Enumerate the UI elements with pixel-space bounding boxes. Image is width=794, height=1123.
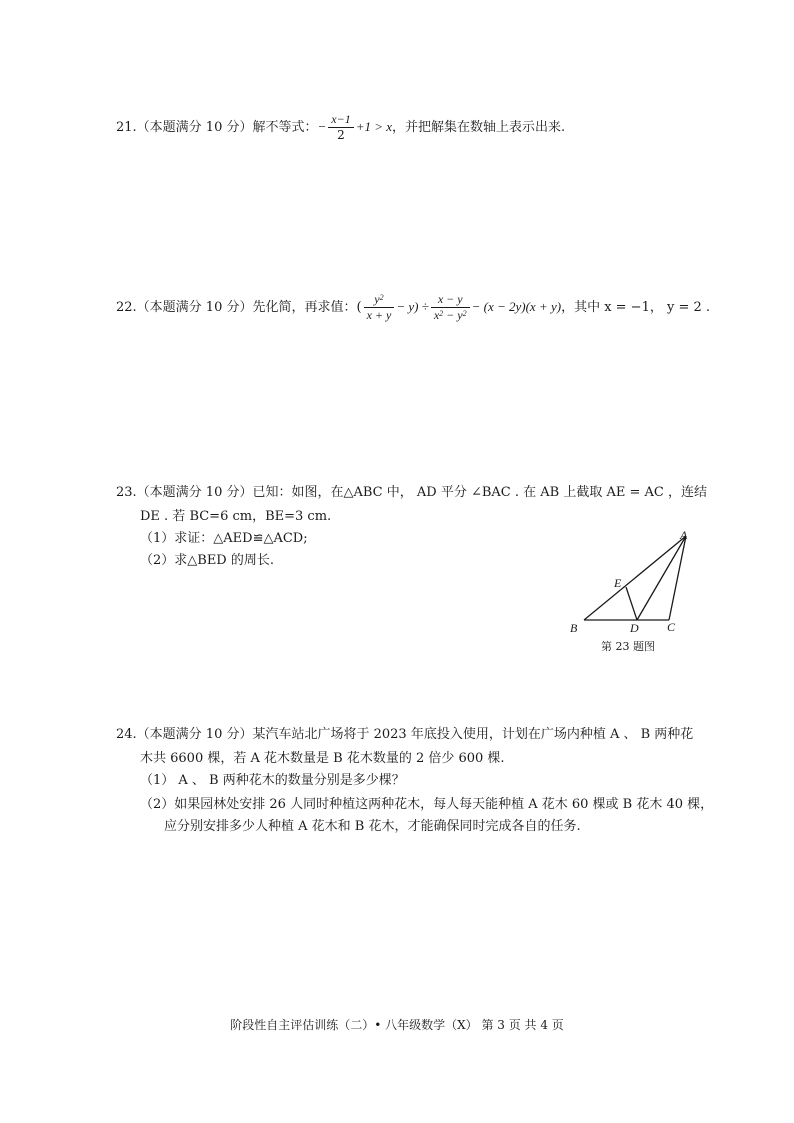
q22-f2-denominator — [431, 308, 470, 323]
q22-fraction-1 — [364, 292, 395, 323]
q22-f2-den-a: x — [433, 308, 440, 322]
question-23-line-2: DE . 若 BC=6 cm，BE=3 cm. — [140, 509, 332, 524]
q22-tail: ，其中 x = −1， y = 2 . — [561, 300, 711, 315]
q22-f1-denominator: x + y — [366, 308, 392, 322]
q22-label: 22.（本题满分 10 分）先化简，再求值： — [116, 300, 357, 315]
q21-fraction — [328, 112, 353, 143]
q21-minus: − — [317, 119, 327, 134]
segment-AB — [584, 536, 686, 620]
question-23-part-1: （1）求证：△AED≌△ACD; — [140, 531, 308, 546]
question-24-part-1: （1） A 、 B 两种花木的数量分别是多少棵？ — [140, 773, 405, 788]
point-B-label: B — [570, 621, 578, 635]
q22-f2-den-b: − y — [443, 308, 463, 322]
q21-rest: +1 > x — [355, 119, 393, 134]
question-21 — [116, 112, 565, 143]
q22-f2-numerator: x − y — [431, 292, 470, 308]
page-footer: 阶段性自主评估训练（二）• 八年级数学（X） 第 3 页 共 4 页 — [230, 1018, 564, 1032]
figure-caption: 第 23 题图 — [601, 640, 655, 653]
question-24-line-2: 木共 6600 棵，若 A 花木数量是 B 花木数量的 2 倍少 600 棵. — [140, 751, 505, 766]
q21-numerator: x−1 — [328, 112, 353, 128]
q22-mid-2: − (x − 2y)(x + y) — [471, 299, 562, 314]
q22-f1-numerator — [364, 292, 395, 308]
q22-f1-num-base: y — [374, 292, 380, 306]
q22-mid-1: − y) ÷ — [396, 299, 429, 314]
q22-fraction-2 — [431, 292, 470, 323]
q22-f1-num-exp: 2 — [379, 293, 384, 302]
question-24-line-1: 24.（本题满分 10 分）某汽车站北广场将于 2023 年底投入使用，计划在广场内种植 A 、 B 两种花 — [116, 727, 694, 742]
triangle-figure — [566, 528, 696, 658]
point-D-label: D — [630, 621, 639, 635]
segment-ED — [626, 587, 637, 620]
q21-denominator: 2 — [337, 128, 345, 142]
q22-f2-den-exp1: 2 — [439, 309, 444, 318]
point-C-label: C — [667, 620, 676, 634]
q21-label: 21.（本题满分 10 分）解不等式： — [116, 120, 318, 135]
question-23-line-1: 23.（本题满分 10 分）已知：如图，在△ABC 中， AD 平分 ∠BAC . 在 AB 上截取 AE = AC ，连结 — [116, 485, 707, 500]
q22-open-paren: ( — [356, 300, 362, 315]
question-23-part-2: （2）求△BED 的周长. — [140, 553, 274, 568]
q22-f2-den-exp2: 2 — [462, 309, 467, 318]
point-A-label: A — [680, 528, 688, 542]
segment-AD — [637, 536, 686, 620]
question-24-part-2b: 应分别安排多少人种植 A 花木和 B 花木，才能确保同时完成各自的任务. — [164, 819, 581, 834]
point-E-label: E — [614, 576, 622, 590]
question-24-part-2a: （2）如果园林处安排 26 人同时种植这两种花木，每人每天能种植 A 花木 60 棵或 B 花木 40 棵， — [140, 797, 714, 812]
q21-tail: ，并把解集在数轴上表示出来. — [392, 120, 566, 135]
question-22 — [116, 292, 710, 323]
